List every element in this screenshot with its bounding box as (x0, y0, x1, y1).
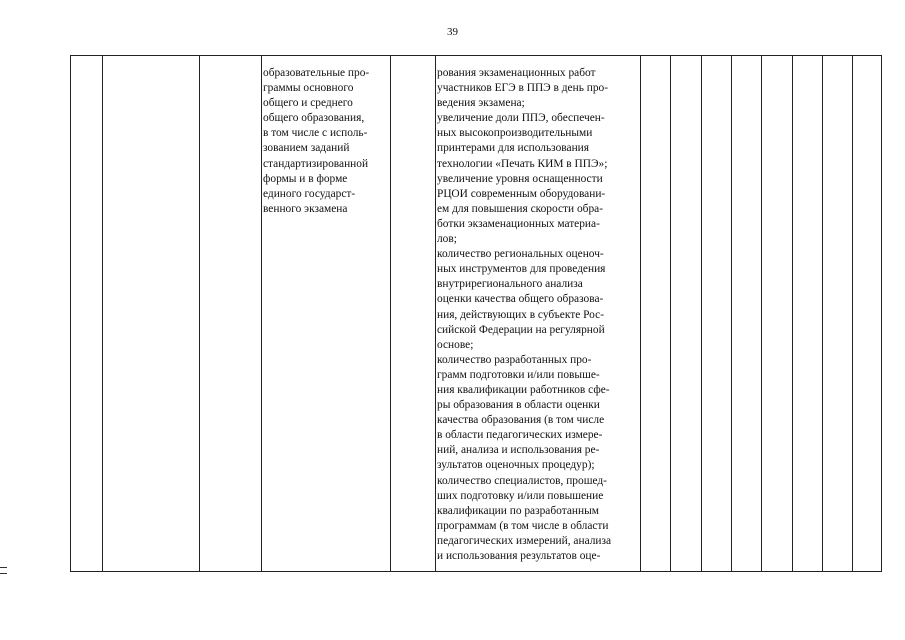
indicator-text-line: ших подготовку и/или повышение (437, 489, 604, 502)
indicator-text-line: ния, действующих в субъекте Рос- (437, 308, 604, 321)
indicator-text-line: сийской Федерации на регулярной (437, 323, 605, 336)
indicator-text-line: ний, анализа и использования ре- (437, 444, 600, 457)
indicator-text-line: программам (в том числе в области (437, 519, 609, 532)
indicator-text-line: увеличение уровня оснащенности (437, 172, 603, 185)
indicator-text-line: количество специалистов, прошед- (437, 474, 607, 487)
indicator-text-line: ных высокопроизводительными (437, 127, 593, 140)
column-divider (102, 56, 103, 571)
indicator-text-line: ния квалификации работников сфе- (437, 383, 610, 396)
indicator-text-line: грамм подготовки и/или повыше- (437, 368, 600, 381)
program-text-line: граммы основного (263, 82, 354, 95)
program-text-line: стандартизированной (263, 157, 369, 170)
column-divider (670, 56, 671, 571)
indicator-text-line: ведения экзамена; (437, 97, 525, 110)
column-divider (731, 56, 732, 571)
indicator-text-line: лов; (437, 233, 457, 246)
indicator-text-line: принтерами для использования (437, 142, 589, 155)
column-divider (852, 56, 853, 571)
indicator-text-line: рования экзаменационных работ (437, 67, 596, 79)
indicator-text-line: количество разработанных про- (437, 353, 592, 366)
document-table (70, 55, 882, 572)
program-description-cell (263, 66, 369, 217)
program-text-line: общего образования, (263, 112, 365, 125)
program-text-line: венного экзамена (263, 202, 348, 215)
indicator-text-line: качества образования (в том числе (437, 414, 605, 427)
indicator-text-line: участников ЕГЭ в ППЭ в день про- (437, 82, 609, 95)
indicators-cell (437, 66, 611, 564)
column-divider (640, 56, 641, 571)
page-number: 39 (447, 26, 458, 38)
indicator-text-line: ры образования в области оценки (437, 399, 600, 412)
program-text-line: образовательные про- (263, 67, 370, 79)
program-text-line: зованием заданий (263, 142, 350, 155)
indicator-text-line: технологии «Печать КИМ в ППЭ»; (437, 157, 608, 170)
column-divider (435, 56, 436, 571)
column-divider (261, 56, 262, 571)
margin-mark (0, 573, 7, 574)
indicator-text-line: и использования результатов оце- (437, 550, 601, 562)
column-divider (761, 56, 762, 571)
indicator-text-line: количество региональных оценоч- (437, 248, 604, 261)
program-text-line: единого государст- (263, 187, 356, 200)
program-text-line: формы и в форме (263, 172, 348, 185)
column-divider (792, 56, 793, 571)
indicator-text-line: педагогических измерений, анализа (437, 534, 612, 547)
indicator-text-line: квалификации по разработанным (437, 504, 599, 517)
indicator-text-line: ных инструментов для проведения (437, 263, 606, 276)
column-divider (199, 56, 200, 571)
margin-mark (0, 567, 7, 568)
indicator-text-line: зультатов оценочных процедур); (437, 459, 595, 472)
program-text-line: в том числе с исполь- (263, 127, 368, 140)
indicator-text-line: внутрирегионального анализа (437, 278, 583, 291)
program-text-line: общего и среднего (263, 97, 353, 110)
indicator-text-line: увеличение доли ППЭ, обеспечен- (437, 112, 605, 125)
indicator-text-line: основе; (437, 338, 474, 351)
column-divider (390, 56, 391, 571)
indicator-text-line: в области педагогических измере- (437, 429, 603, 442)
indicator-text-line: оценки качества общего образова- (437, 293, 604, 306)
column-divider (822, 56, 823, 571)
indicator-text-line: ем для повышения скорости обра- (437, 202, 603, 215)
indicator-text-line: ботки экзаменационных материа- (437, 217, 600, 230)
indicator-text-line: РЦОИ современным оборудовани- (437, 187, 606, 200)
column-divider (701, 56, 702, 571)
